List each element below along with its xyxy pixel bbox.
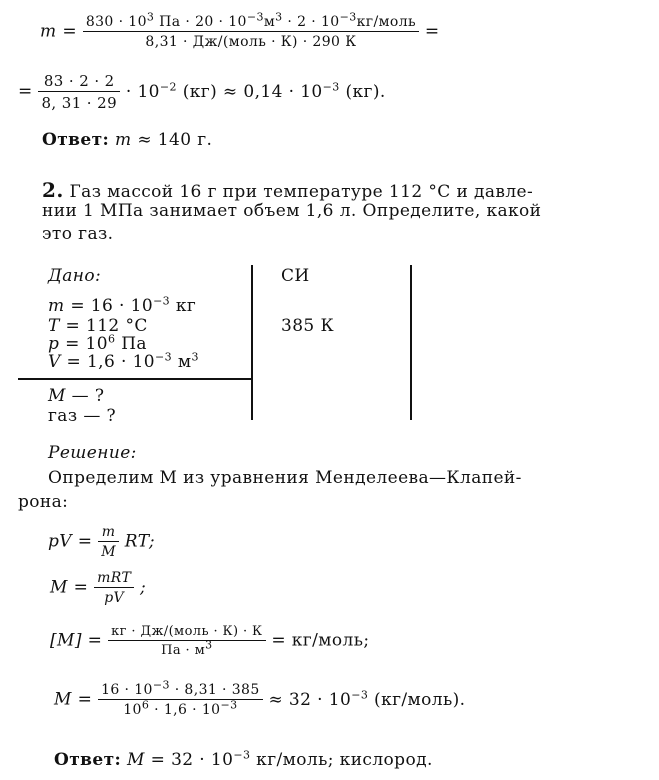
eq2-fraction: $\frac{\text{mRT}}{pV}$: [94, 570, 134, 606]
given-V: $V = 1,6 \cdot 10^{-3}$ $м^3$: [48, 350, 199, 372]
problem2-line2: нии 1 МПа занимает объем 1,6 л. Определите, какой: [42, 201, 542, 221]
problem2-line3: это газ.: [42, 224, 114, 244]
calc2-eq: =: [18, 81, 33, 102]
equation-units: [M] = $\frac{\text{кг · Дж/(моль · К) · К}}{Па \cdot м^3}$ = кг/моль;: [50, 624, 370, 658]
calc1-eq: =: [62, 21, 77, 42]
answer1-label: Ответ:: [42, 130, 110, 150]
solution-intro-line1: Определим M из уравнения Менделеева—Клапей-: [48, 468, 522, 488]
eq1-fraction: $\frac{m}{M}$: [98, 524, 119, 560]
given-m: $m = 16 \cdot 10^{-3}$ кг: [48, 294, 197, 316]
calc1-line: [40, 10, 440, 50]
given-divider-left: [251, 265, 253, 420]
given-T: T = 112 °С: [48, 316, 148, 336]
calc1-fraction: [83, 10, 419, 50]
answer2: Ответ: $M = 32 \cdot 10^{-3}$ кг/моль; кислород.: [54, 748, 433, 770]
si-header: СИ: [281, 266, 310, 286]
eq3-fraction: $\frac{\text{кг · Дж/(моль · К) · К}}{Па \cdot м^3}$: [108, 624, 265, 658]
solution-intro-line2: рона:: [18, 492, 69, 512]
problem2-number: 2.: [42, 178, 64, 202]
equation-mendeleev: pV = $\frac{m}{M}$ RT;: [48, 524, 155, 560]
eq4-result: ≈ $32 \cdot 10^{-3}$ (кг/моль).: [268, 687, 466, 710]
calc2-fraction: [38, 72, 120, 112]
calc2-line: [18, 72, 386, 112]
calc2-denominator: 8, 31 · 29: [41, 94, 118, 112]
given-divider-right: [410, 265, 412, 420]
find-M: M — ?: [48, 386, 105, 406]
calc1-denominator: 8,31 · Дж/(моль · К) · 290 К: [145, 34, 357, 50]
answer2-var: M: [127, 750, 145, 770]
calc1-eq2: =: [424, 21, 440, 42]
eq4-fraction: $\frac{16 \cdot 10^{-3} \cdot 8,31 \cdot 385}{10^6 \cdot 1,6 \cdot 10^{-3}}$: [98, 682, 263, 718]
problem2-line1: [42, 178, 533, 202]
solution-label: Решение:: [48, 443, 137, 463]
problem2-text1: Газ массой 16 г при температуре 112 °С и давле-: [69, 182, 534, 202]
equation-numeric: M = $\frac{16 \cdot 10^{-3} \cdot 8,31 \cdot 385}{10^6 \cdot 1,6 \cdot 10^{-3}}$ ≈ $32 \cdot 10^{-3}$ (кг/моль).: [54, 678, 466, 718]
given-p: $p = 10^6$ Па: [48, 332, 147, 354]
calc1-numerator: $830 \cdot 10^3$ Па · $20 \cdot 10^{-3}м^3 \cdot 2$ · $10^{-3}кг$/моль: [83, 14, 419, 32]
given-divider-horizontal: [18, 378, 252, 380]
find-gas: газ — ?: [48, 406, 117, 426]
calc2-rest: · $10^{-2}$ $(кг) \approx 0,14 \cdot 10^{-3}$ (кг).: [125, 79, 386, 102]
answer1-var: m: [115, 130, 132, 150]
calc1-lhs: m: [40, 21, 57, 42]
answer1-value: ≈ 140 г.: [137, 130, 213, 150]
equation-M: M = $\frac{\text{mRT}}{pV}$ ;: [50, 570, 147, 606]
given-T-si: 385 К: [281, 316, 335, 336]
given-label: Дано:: [48, 266, 102, 286]
answer1: [42, 130, 212, 150]
answer2-label: Ответ:: [54, 750, 122, 770]
calc2-numerator: 83 · 2 · 2: [38, 72, 120, 92]
